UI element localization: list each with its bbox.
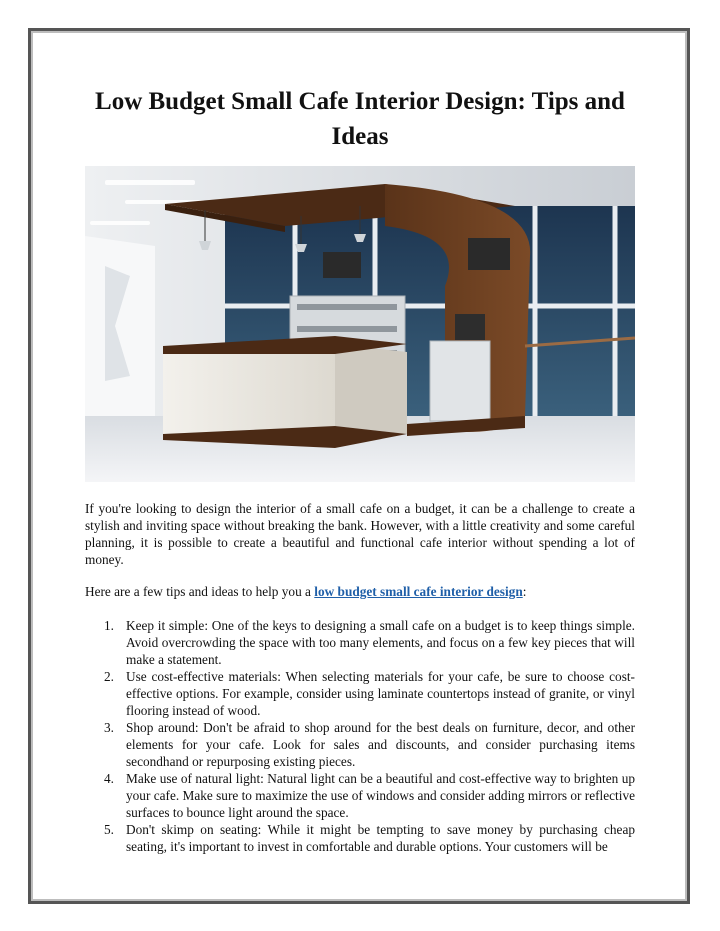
- list-item-text: Don't skimp on seating: While it might be tempting to save money by purchasing cheap seating, it's important to invest in comfortable and durable options. Your customers will be: [126, 822, 635, 854]
- cafe-kiosk-image: [85, 166, 635, 482]
- list-item: [85, 821, 635, 855]
- lead-prefix: Here are a few tips and ideas to help you a: [85, 584, 315, 599]
- lead-suffix: :: [522, 584, 527, 599]
- list-item-text: Use cost-effective materials: When selecting materials for your cafe, be sure to choose cost-effective options. For example, consider using laminate countertops instead of granite, or vinyl flooring instead of wood.: [126, 669, 635, 718]
- intro-paragraph: If you're looking to design the interior of a small cafe on a budget, it can be a challenge to create a stylish and inviting space without breaking the bank. However, with a little creativity and some careful planning, it is possible to create a beautiful and functional cafe interior without spending a lot of money.: [85, 501, 635, 567]
- list-item-text: Make use of natural light: Natural light can be a beautiful and cost-effective way to brighten up your cafe. Make sure to maximize the use of windows and consider adding mirrors or reflective surfaces to bounce light around the space.: [126, 771, 635, 820]
- list-item: [85, 668, 635, 719]
- lead-paragraph: [85, 583, 635, 600]
- list-item-number: 2.: [104, 669, 114, 684]
- list-item-text: Shop around: Don't be afraid to shop around for the best deals on furniture, decor, and other elements for your cafe. Look for sales and discounts, and consider purchasing items secondhand or repurposing existing pieces.: [126, 720, 635, 769]
- list-item-number: 3.: [104, 720, 114, 735]
- list-item: [85, 770, 635, 821]
- tips-list: [85, 617, 635, 855]
- list-item-number: 5.: [104, 822, 114, 837]
- list-item: [85, 617, 635, 668]
- list-item-number: 4.: [104, 771, 114, 786]
- list-item-number: 1.: [104, 618, 114, 633]
- list-item: [85, 719, 635, 770]
- page-title: Low Budget Small Cafe Interior Design: Tips and Ideas: [95, 88, 625, 150]
- cafe-design-link[interactable]: low budget small cafe interior design: [314, 584, 523, 599]
- list-item-text: Keep it simple: One of the keys to designing a small cafe on a budget is to keep things simple. Avoid overcrowding the space with too many elements, and focus on a few key pieces that will make a statement.: [126, 618, 635, 667]
